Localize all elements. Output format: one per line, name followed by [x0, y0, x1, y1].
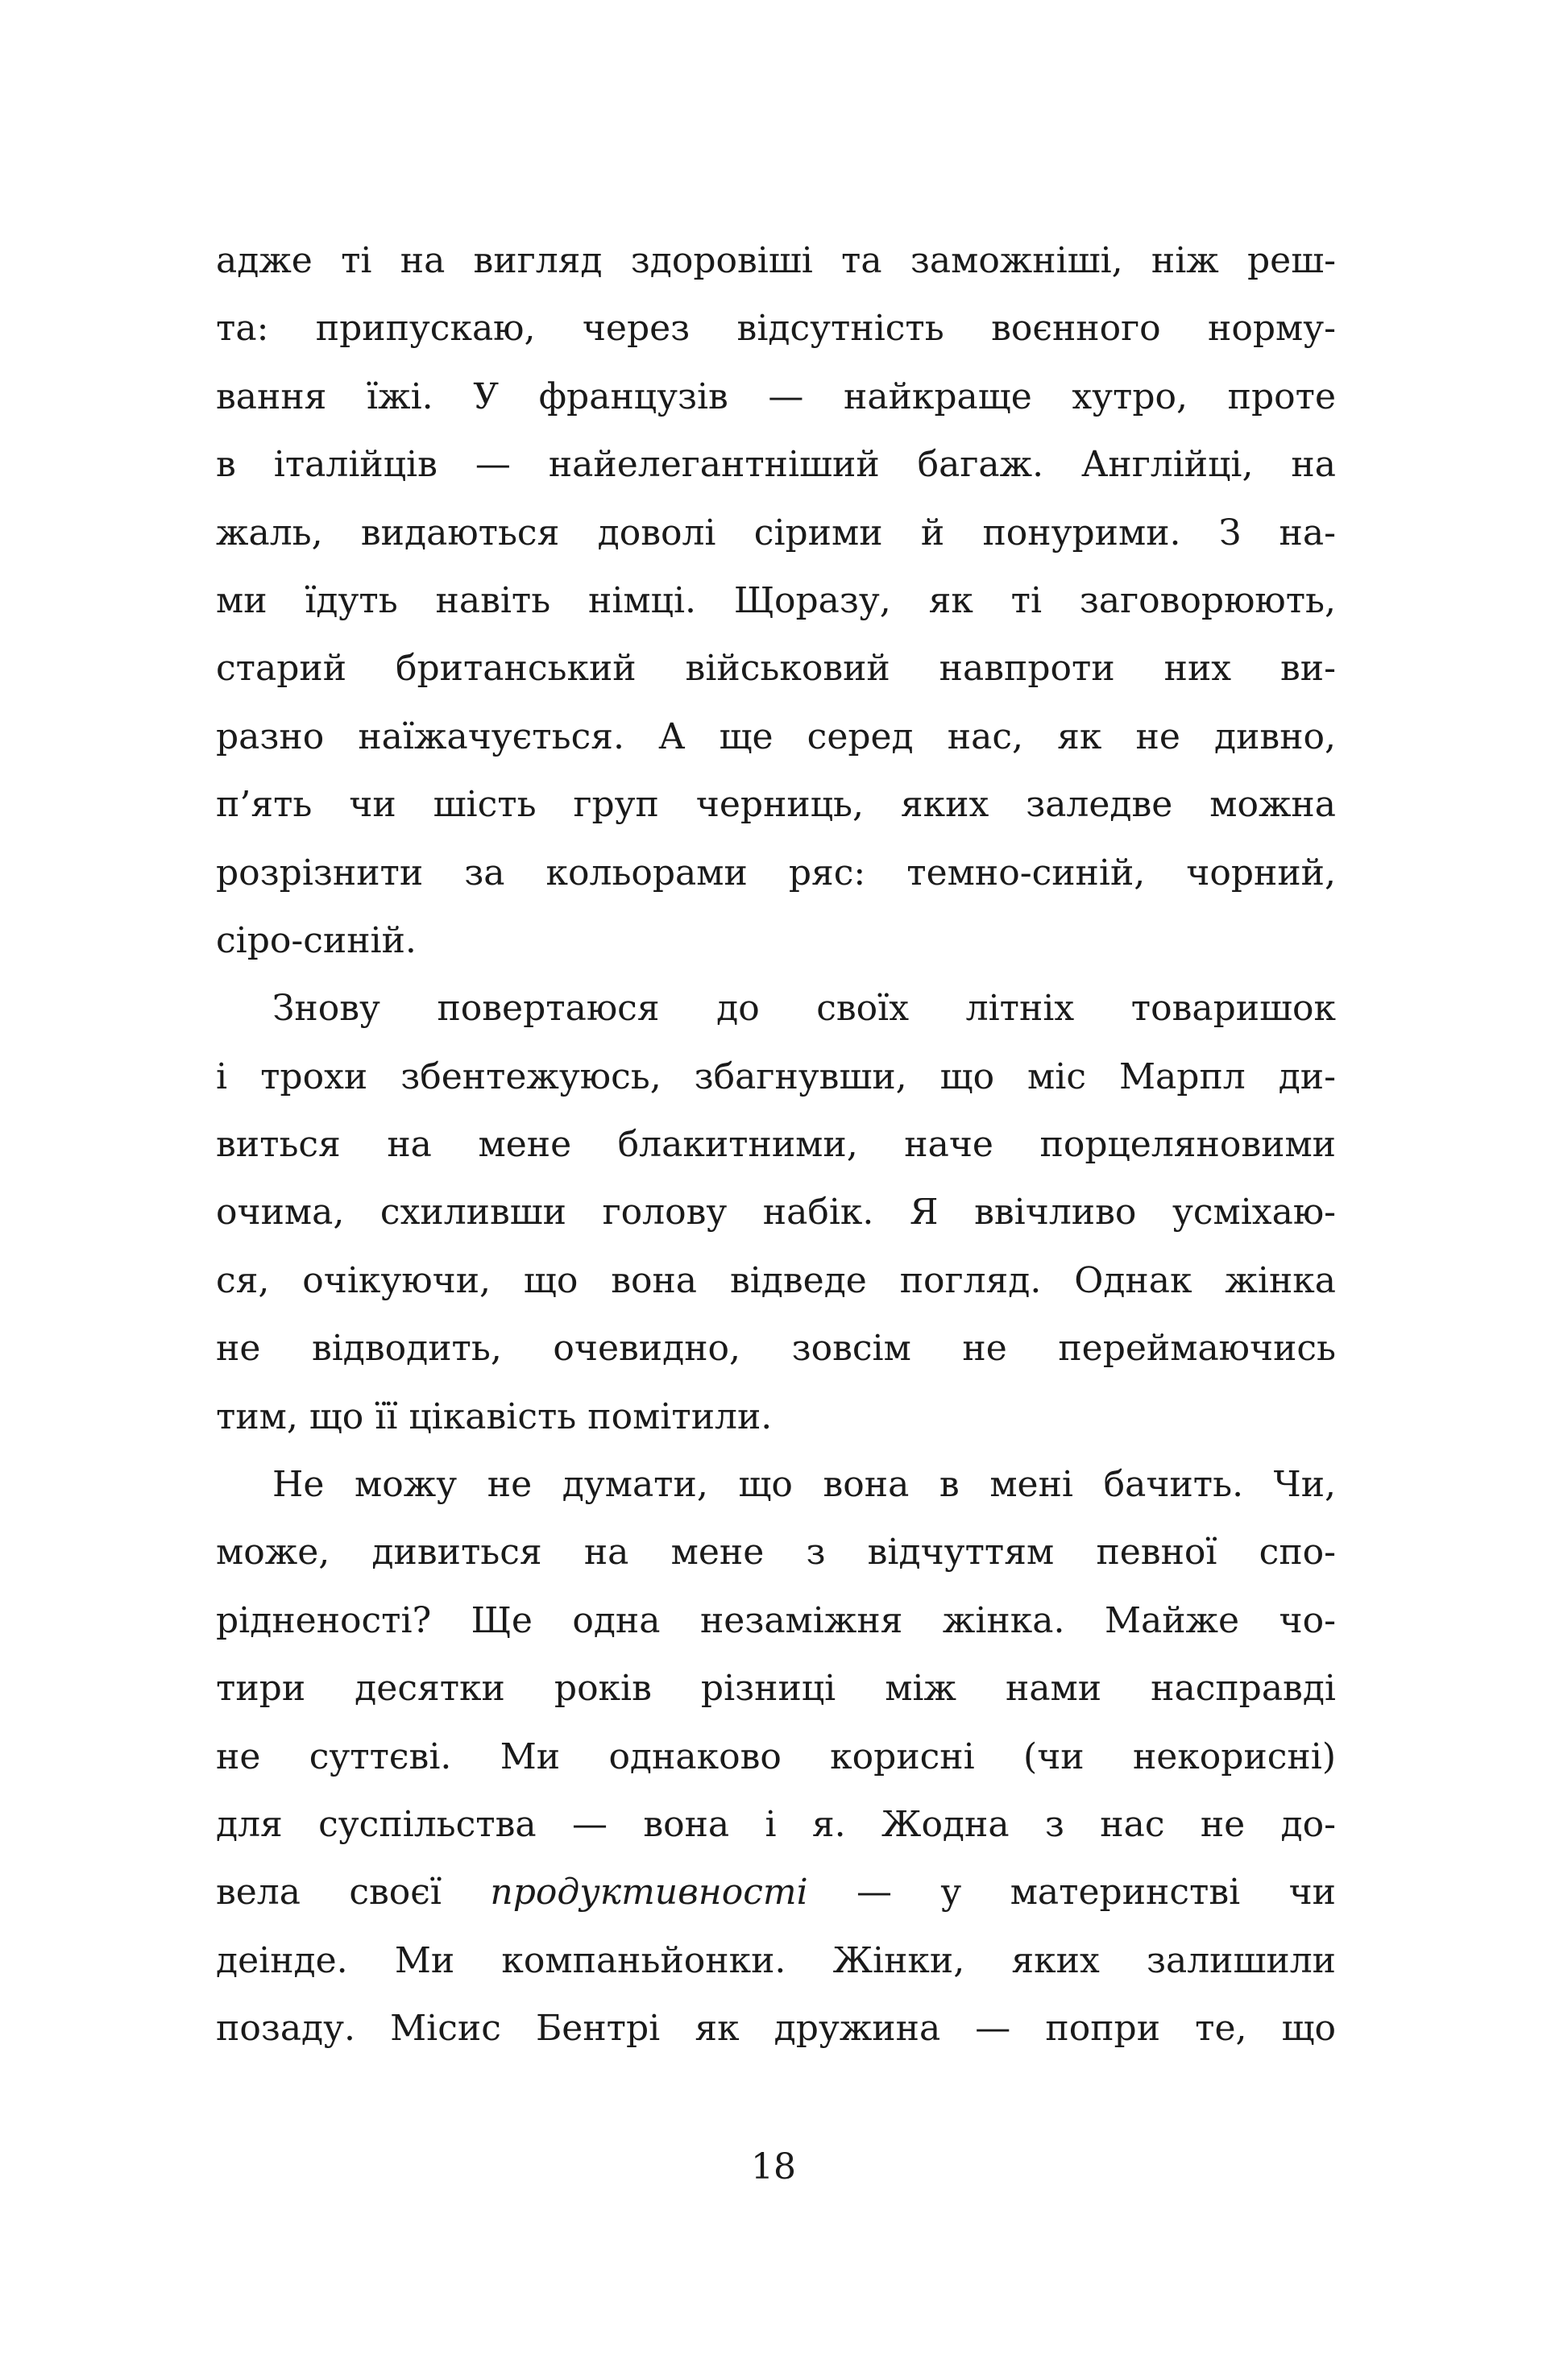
text-line: тим, що її цікавість помітили. [216, 1395, 773, 1437]
text-line: позаду. Місис Бентрі як дружина — попри те, що [216, 2008, 1336, 2050]
text-run: вела своєї [216, 1872, 491, 1914]
text-line: рідненості? Ще одна незаміжня жінка. Майже чо- [216, 1599, 1336, 1641]
text-line: ми їдуть навіть німці. Щоразу, як ті заговорюють, [216, 579, 1336, 621]
text-line: ся, очікуючи, що вона відведе погляд. Однак жінка [216, 1259, 1336, 1301]
text-line: п’ять чи шість груп черниць, яких заледве можна [216, 784, 1336, 826]
text-line: Не можу не думати, що вона в мені бачить. Чи, [272, 1464, 1336, 1506]
text-line: тири десятки років різниці між нами насправді [216, 1668, 1336, 1710]
text-line: сіро-синій. [216, 919, 417, 961]
text-line: в італійців — найелегантніший багаж. Англійці, на [216, 444, 1336, 486]
text-line: адже ті на вигляд здоровіші та заможніші, ніж реш- [216, 240, 1336, 281]
text-line: не відводить, очевидно, зовсім не переймаючись [216, 1328, 1336, 1370]
page-number: 18 [751, 2146, 796, 2187]
text-line: жаль, видаються доволі сірими й понурими. З на- [216, 512, 1336, 554]
emphasized-word: продуктивності [490, 1872, 808, 1914]
text-line: деінде. Ми компаньйонки. Жінки, яких залишили [216, 1939, 1336, 1981]
text-line: та: припускаю, через відсутність воєнного норму- [216, 308, 1336, 350]
body-text [216, 227, 1336, 2063]
text-line: розрізнити за кольорами ряс: темно-синій, чорний, [216, 852, 1336, 894]
text-line [216, 1859, 1336, 1926]
text-line: Знову повертаюся до своїх літніх товаришок [272, 988, 1336, 1030]
text-line: може, дивиться на мене з відчуттям певної спо- [216, 1532, 1336, 1574]
text-run: — у материнстві чи [807, 1872, 1336, 1914]
text-line: вання їжі. У французів — найкраще хутро, проте [216, 375, 1336, 417]
text-line: старий британський військовий навпроти них ви- [216, 648, 1336, 690]
text-line: виться на мене блакитними, наче порцеляновими [216, 1124, 1336, 1166]
text-line: і трохи збентежуюсь, збагнувши, що міс Марпл ди- [216, 1055, 1336, 1097]
text-line: очима, схиливши голову набік. Я ввічливо усміхаю- [216, 1192, 1336, 1234]
text-line: для суспільства — вона і я. Жодна з нас не до- [216, 1803, 1336, 1845]
text-line: не суттєві. Ми однаково корисні (чи некорисні) [216, 1735, 1336, 1777]
text-line: разно наїжачується. А ще серед нас, як не дивно, [216, 715, 1336, 757]
